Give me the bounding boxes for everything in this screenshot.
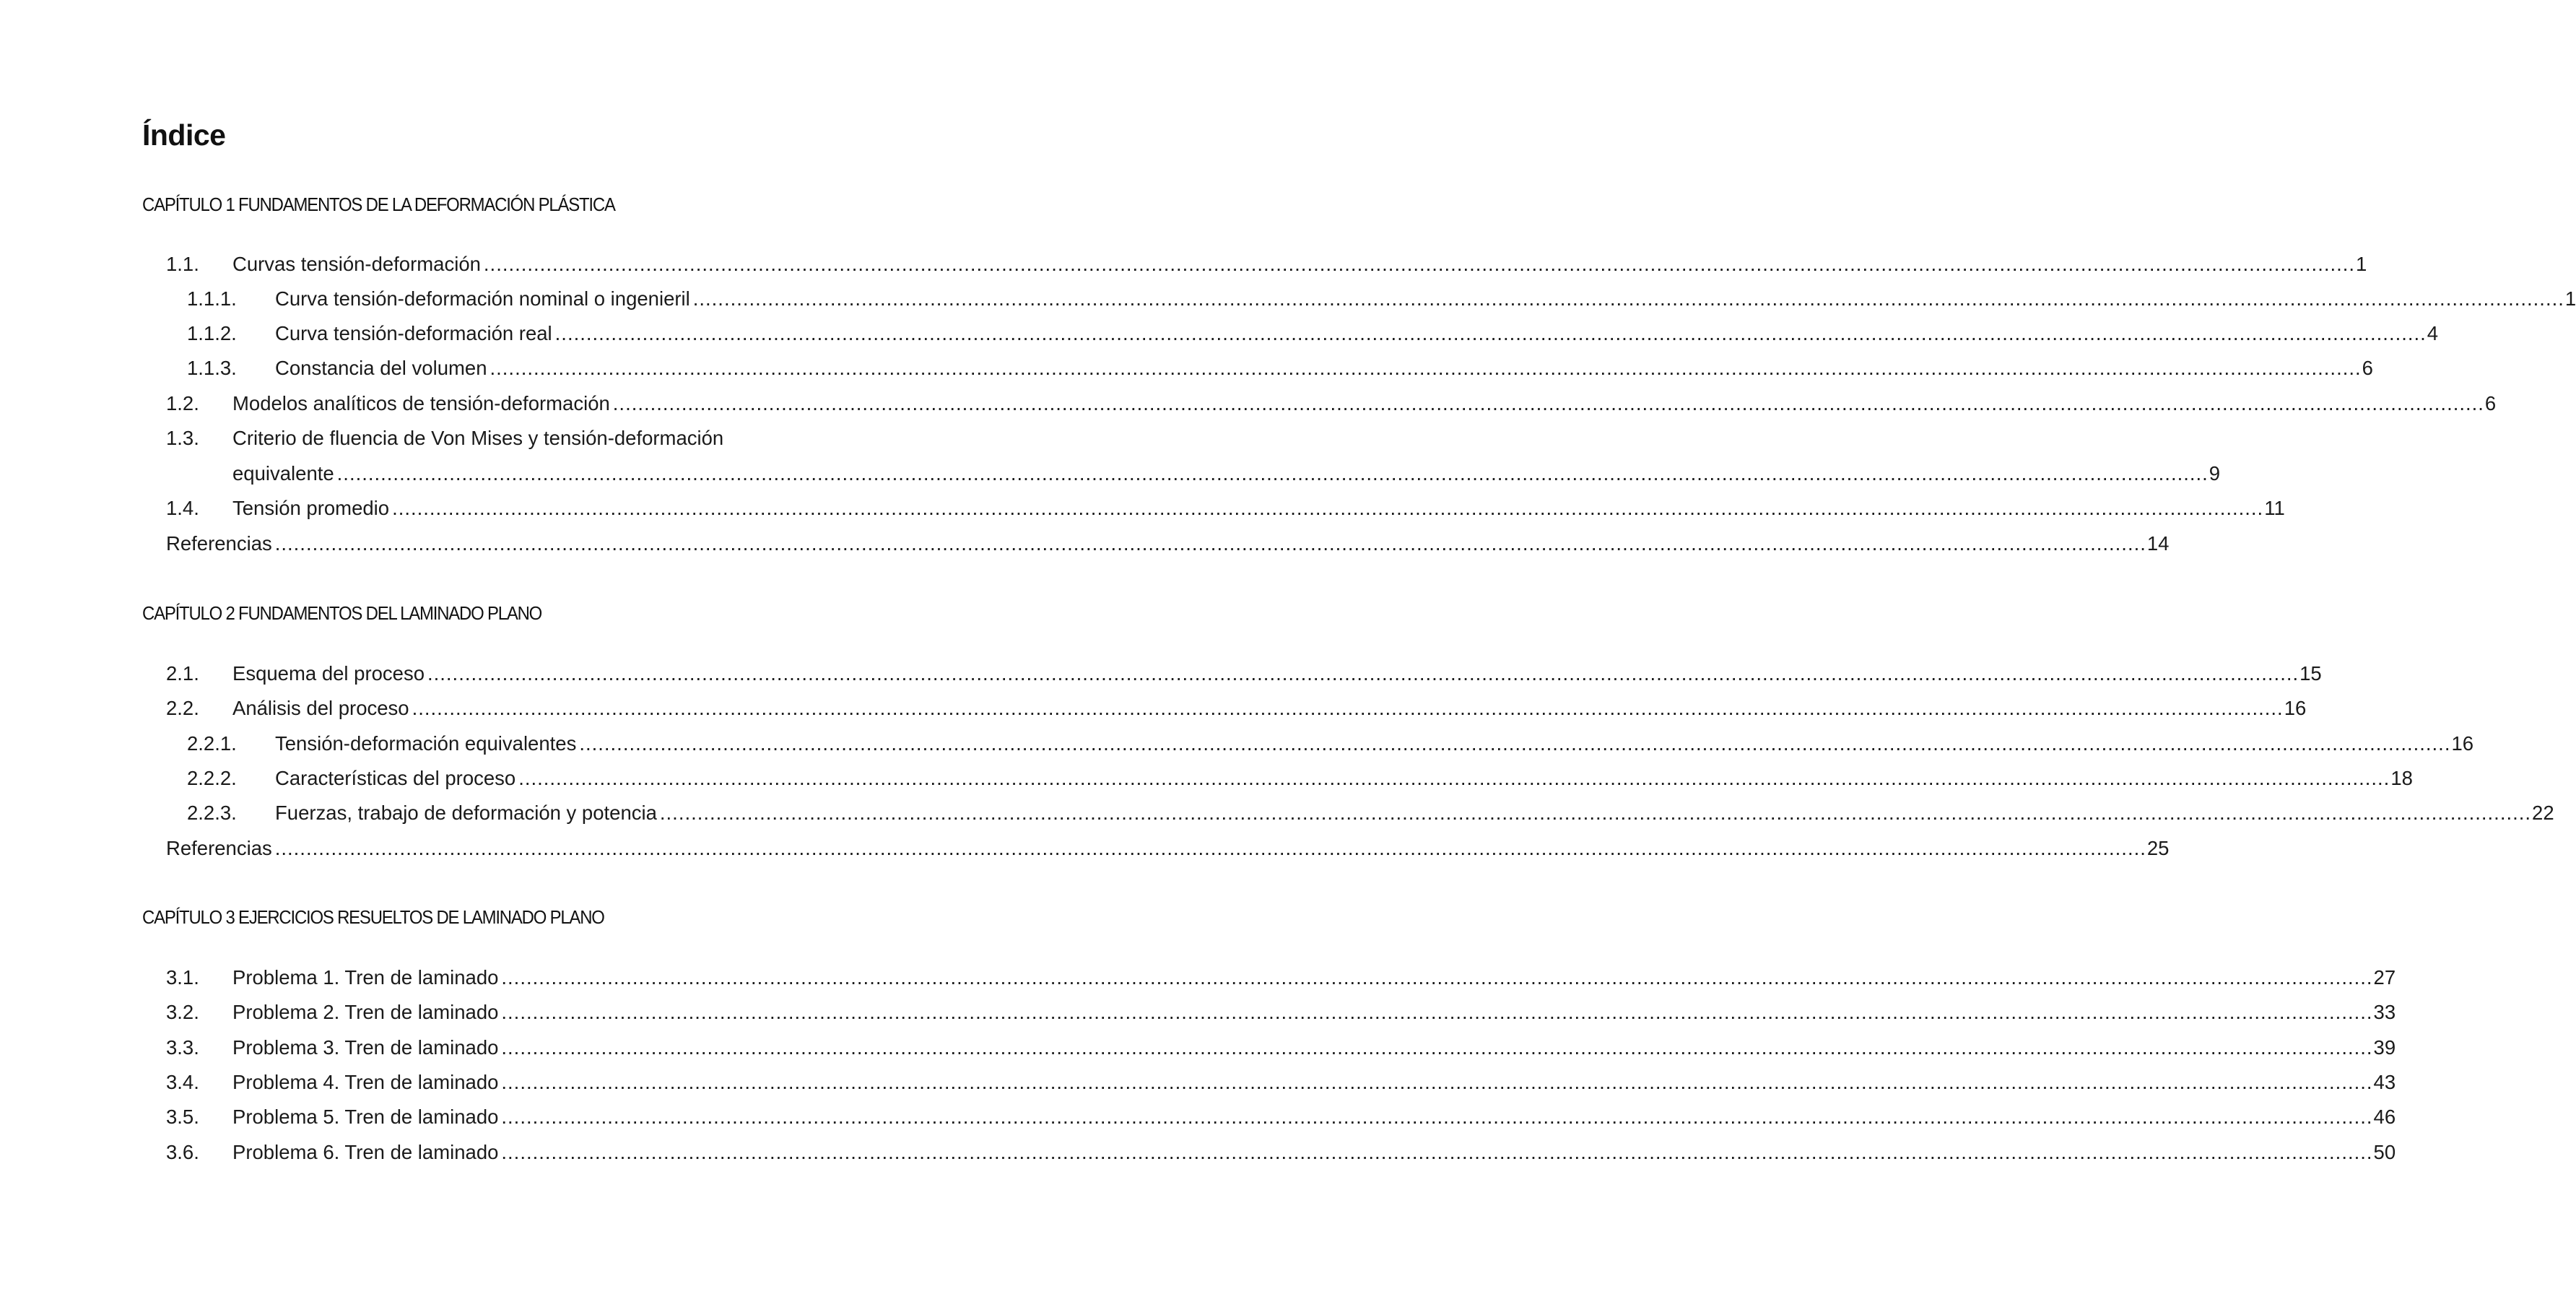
toc-entry-title: Tensión promedio (232, 497, 390, 519)
toc-entry-number: 2.2.3. (187, 802, 237, 824)
toc-entry-1-1-2[interactable] (187, 316, 2439, 351)
toc-entry-page: 6 (2484, 392, 2497, 414)
toc-entry-page: 43 (2373, 1071, 2396, 1093)
toc-entry-title: Criterio de fluencia de Von Mises y tensión-deformación (232, 427, 724, 449)
toc-entry-number: 3.1. (166, 966, 199, 989)
chapter-3-heading: CAPÍTULO 3 EJERCICIOS RESUELTOS DE LAMINADO PLANO (142, 906, 604, 928)
dot-leader: ............................................................................................................................................................................................................................................................................................................ (412, 697, 2284, 719)
toc-entry-number: 3.6. (166, 1141, 199, 1163)
toc-entry-number: 2.2.2. (187, 767, 237, 789)
toc-entry-page: 18 (2390, 767, 2413, 789)
toc-entry-2-2-2[interactable] (187, 761, 2413, 796)
toc-entry-3-3[interactable] (166, 1030, 2396, 1065)
toc-entry-number: 1.1.3. (187, 357, 237, 379)
toc-entry-page: 39 (2373, 1036, 2396, 1059)
toc-entry-number: 1.2. (166, 392, 199, 414)
toc-entry-page: 46 (2373, 1106, 2396, 1128)
dot-leader: ............................................................................................................................................................................................................................................................................................................ (501, 1036, 2373, 1059)
toc-entry-number: 2.2. (166, 697, 199, 719)
dot-leader: ............................................................................................................................................................................................................................................................................................................ (489, 357, 2362, 379)
dot-leader: ............................................................................................................................................................................................................................................................................................................ (501, 1141, 2373, 1163)
toc-entry-2-2-3[interactable] (187, 796, 2554, 830)
dot-leader: ............................................................................................................................................................................................................................................................................................................ (501, 1106, 2373, 1128)
toc-entry-title: Referencias (166, 837, 272, 859)
toc-entry-page: 9 (2209, 462, 2221, 485)
toc-entry-title: Curva tensión-deformación nominal o ingenieril (275, 287, 690, 310)
toc-entry-references-2[interactable] (166, 831, 2170, 866)
toc-entry-page: 15 (2299, 662, 2322, 685)
toc-entry-number: 3.3. (166, 1036, 199, 1059)
toc-entry-title: Curva tensión-deformación real (275, 322, 552, 344)
dot-leader: ............................................................................................................................................................................................................................................................................................................ (518, 767, 2390, 789)
toc-entry-1-1[interactable] (166, 247, 2367, 282)
toc-entry-number: 1.1.2. (187, 322, 237, 344)
dot-leader: ............................................................................................................................................................................................................................................................................................................ (501, 1001, 2373, 1023)
toc-entry-page: 27 (2373, 966, 2396, 989)
page-title: Índice (142, 118, 226, 152)
toc-entry-2-2[interactable] (166, 691, 2307, 726)
toc-entry-title: Curvas tensión-deformación (232, 253, 481, 275)
toc-entry-title: Esquema del proceso (232, 662, 425, 685)
toc-entry-1-4[interactable] (166, 491, 2285, 526)
toc-entry-number: 1.1. (166, 253, 199, 275)
toc-entry-3-5[interactable] (166, 1100, 2396, 1134)
toc-entry-page: 16 (2451, 732, 2474, 755)
toc-entry-title: Tensión-deformación equivalentes (275, 732, 577, 755)
toc-entry-page: 22 (2532, 802, 2554, 824)
toc-entry-2-1[interactable] (166, 656, 2322, 691)
dot-leader: ............................................................................................................................................................................................................................................................................................................ (501, 966, 2373, 989)
dot-leader: ............................................................................................................................................................................................................................................................................................................ (554, 322, 2427, 344)
toc-entry-page: 33 (2373, 1001, 2396, 1023)
toc-entry-title: Problema 2. Tren de laminado (232, 1001, 499, 1023)
toc-entry-page: 1 (2356, 253, 2367, 275)
dot-leader: ............................................................................................................................................................................................................................................................................................................ (427, 662, 2299, 685)
toc-entry-references-1[interactable] (166, 526, 2170, 561)
dot-leader: ............................................................................................................................................................................................................................................................................................................ (579, 732, 2451, 755)
toc-entry-title: Problema 3. Tren de laminado (232, 1036, 499, 1059)
dot-leader: ............................................................................................................................................................................................................................................................................................................ (274, 837, 2146, 859)
toc-entry-1-1-1[interactable] (187, 282, 2576, 316)
toc-entry-1-3[interactable] (166, 421, 850, 456)
toc-entry-title: Análisis del proceso (232, 697, 409, 719)
dot-leader: ............................................................................................................................................................................................................................................................................................................ (336, 462, 2209, 485)
toc-entry-title-continuation: equivalente (232, 462, 334, 485)
chapter-2-heading: CAPÍTULO 2 FUNDAMENTOS DEL LAMINADO PLANO (142, 602, 542, 624)
toc-entry-title: Características del proceso (275, 767, 516, 789)
toc-entry-1-1-3[interactable] (187, 351, 2373, 386)
toc-entry-title: Problema 6. Tren de laminado (232, 1141, 499, 1163)
toc-entry-page: 50 (2373, 1141, 2396, 1163)
toc-entry-title: Fuerzas, trabajo de deformación y potencia (275, 802, 657, 824)
toc-entry-title: Constancia del volumen (275, 357, 487, 379)
toc-entry-page: 6 (2362, 357, 2373, 379)
toc-entry-number: 3.5. (166, 1106, 199, 1128)
toc-entry-2-2-1[interactable] (187, 726, 2474, 761)
toc-entry-3-4[interactable] (166, 1065, 2396, 1100)
dot-leader: ............................................................................................................................................................................................................................................................................................................ (392, 497, 2264, 519)
toc-entry-number: 1.4. (166, 497, 199, 519)
toc-entry-3-2[interactable] (166, 995, 2396, 1030)
toc-entry-number: 3.2. (166, 1001, 199, 1023)
chapter-1-heading: CAPÍTULO 1 FUNDAMENTOS DE LA DEFORMACIÓN PLÁSTICA (142, 194, 615, 215)
toc-entry-title: Referencias (166, 532, 272, 555)
toc-entry-page: 25 (2146, 837, 2170, 859)
toc-entry-number: 1.1.1. (187, 287, 237, 310)
toc-entry-page: 4 (2427, 322, 2439, 344)
toc-entry-number: 2.2.1. (187, 732, 237, 755)
toc-entry-title: Problema 4. Tren de laminado (232, 1071, 499, 1093)
toc-entry-3-1[interactable] (166, 960, 2396, 995)
toc-entry-1-3-continuation[interactable] (166, 456, 2221, 491)
dot-leader: ............................................................................................................................................................................................................................................................................................................ (659, 802, 2532, 824)
toc-entry-number: 3.4. (166, 1071, 199, 1093)
dot-leader: ............................................................................................................................................................................................................................................................................................................ (274, 532, 2146, 555)
toc-entry-page: 1 (2564, 287, 2576, 310)
dot-leader: ............................................................................................................................................................................................................................................................................................................ (501, 1071, 2373, 1093)
toc-entry-3-6[interactable] (166, 1135, 2396, 1170)
toc-entry-title: Problema 5. Tren de laminado (232, 1106, 499, 1128)
toc-entry-1-2[interactable] (166, 386, 2497, 421)
toc-entry-page: 16 (2284, 697, 2307, 719)
toc-entry-title: Modelos analíticos de tensión-deformación (232, 392, 610, 414)
dot-leader: ............................................................................................................................................................................................................................................................................................................ (692, 287, 2564, 310)
dot-leader: ............................................................................................................................................................................................................................................................................................................ (483, 253, 2356, 275)
toc-entry-number: 1.3. (166, 427, 199, 449)
toc-entry-page: 11 (2264, 497, 2285, 519)
toc-entry-page: 14 (2146, 532, 2170, 555)
toc-entry-title: Problema 1. Tren de laminado (232, 966, 499, 989)
dot-leader: ............................................................................................................................................................................................................................................................................................................ (612, 392, 2484, 414)
toc-entry-number: 2.1. (166, 662, 199, 685)
